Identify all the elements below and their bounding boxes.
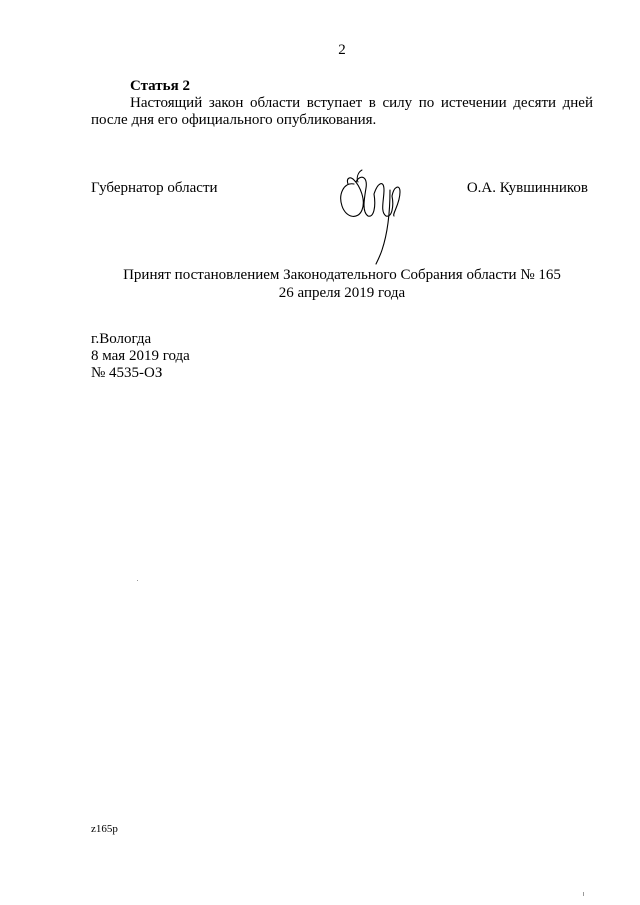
- city: г.Вологда: [91, 331, 152, 347]
- adoption-line-1: Принят постановлением Законодательного Собрания области № 165: [123, 267, 561, 283]
- signatory-position: Губернатор области: [91, 180, 218, 196]
- adoption-note: [0, 266, 640, 302]
- article-heading: Статья 2: [130, 78, 190, 94]
- law-number: № 4535-ОЗ: [91, 365, 163, 381]
- signing-date: 8 мая 2019 года: [91, 348, 190, 364]
- article-body: Настоящий закон области вступает в силу по истечении десяти дней после дня его официального опубликования.: [91, 95, 593, 128]
- signatory-name: О.А. Кувшинников: [466, 180, 588, 196]
- scan-speck: [583, 892, 584, 896]
- scan-speck: [137, 580, 138, 581]
- handwritten-signature: [332, 160, 412, 272]
- page-number: 2: [338, 42, 346, 58]
- place-date-number: [91, 331, 190, 382]
- footer-code: z165p: [91, 823, 118, 835]
- adoption-line-2: 26 апреля 2019 года: [278, 285, 406, 301]
